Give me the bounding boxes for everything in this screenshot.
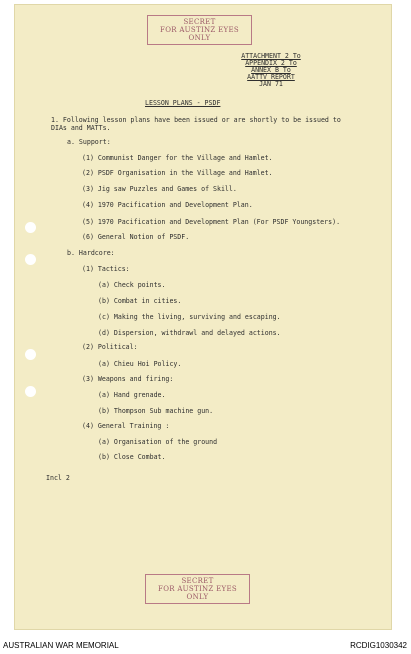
list-item: (5) 1970 Pacification and Development Plan (For PSDF Youngsters). xyxy=(82,218,341,226)
intro-line: DIAs and MATTs. xyxy=(51,124,111,132)
subsection-label: (3) Weapons and firing: xyxy=(82,375,174,383)
attachment-line: AATTV REPORT xyxy=(247,73,295,81)
list-item: (a) Chieu Hoi Policy. xyxy=(98,360,182,368)
archive-footer xyxy=(0,636,411,654)
list-item: (b) Combat in cities. xyxy=(98,297,182,305)
attachment-line: APPENDIX 2 To xyxy=(245,59,297,67)
list-item: (b) Thompson Sub machine gun. xyxy=(98,407,214,415)
attachment-reference xyxy=(221,53,321,88)
punch-hole xyxy=(25,386,36,397)
attachment-line: ANNEX B To xyxy=(251,66,291,74)
stamp-line: SECRET xyxy=(181,577,214,585)
document-title: LESSON PLANS - PSDF xyxy=(145,99,221,107)
list-item: (c) Making the living, surviving and escaping. xyxy=(98,313,281,321)
subsection-label: (1) Tactics: xyxy=(82,265,130,273)
subsection-label: (2) Political: xyxy=(82,343,138,351)
list-item: (4) 1970 Pacification and Development Plan. xyxy=(82,201,253,209)
section-a-label: a. Support: xyxy=(67,138,111,146)
intro-line: 1. Following lesson plans have been issued or are shortly to be issued to xyxy=(51,116,341,124)
subsection-label: (4) General Training : xyxy=(82,422,170,430)
list-item: (a) Check points. xyxy=(98,281,166,289)
footer-source: AUSTRALIAN WAR MEMORIAL xyxy=(3,641,119,650)
attachment-line: ATTACHMENT 2 To xyxy=(241,52,301,60)
secret-stamp-bottom xyxy=(145,574,250,604)
footer-record-id: RCDIG1030342 xyxy=(350,641,407,650)
stamp-line: FOR AUSTINZ EYES ONLY xyxy=(158,585,237,601)
stamp-line: FOR AUSTINZ EYES ONLY xyxy=(160,26,239,42)
list-item: (a) Organisation of the ground xyxy=(98,438,218,446)
list-item: (2) PSDF Organisation in the Village and Hamlet. xyxy=(82,169,273,177)
list-item: (d) Dispersion, withdrawl and delayed actions. xyxy=(98,329,281,337)
list-item: (6) General Notion of PSDF. xyxy=(82,233,190,241)
punch-hole xyxy=(25,222,36,233)
list-item: (b) Close Combat. xyxy=(98,453,166,461)
list-item: (a) Hand grenade. xyxy=(98,391,166,399)
punch-hole xyxy=(25,349,36,360)
punch-hole xyxy=(25,254,36,265)
enclosure-note: Incl 2 xyxy=(46,474,70,482)
attachment-date: JAN 71 xyxy=(259,80,283,88)
section-b-label: b. Hardcore: xyxy=(67,249,115,257)
list-item: (1) Communist Danger for the Village and Hamlet. xyxy=(82,154,273,162)
stamp-line: SECRET xyxy=(183,18,216,26)
secret-stamp-top xyxy=(147,15,252,45)
list-item: (3) Jig saw Puzzles and Games of Skill. xyxy=(82,185,237,193)
